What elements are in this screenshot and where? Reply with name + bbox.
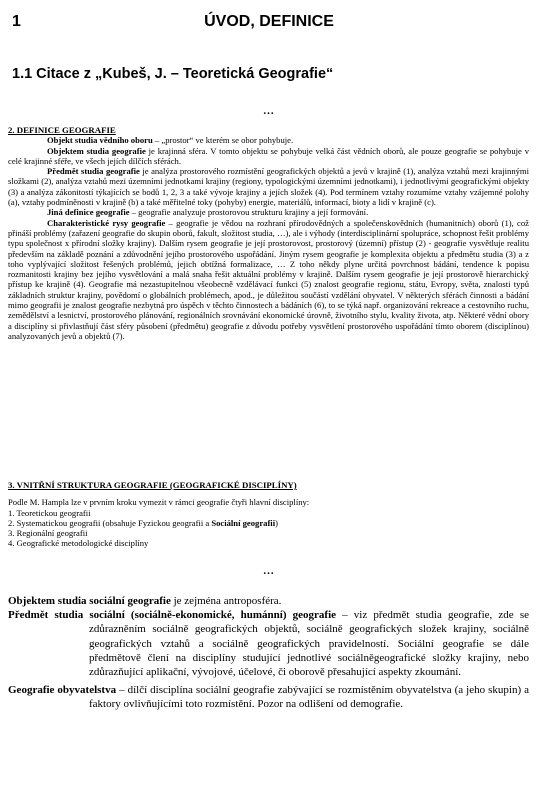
text-predmet-socialni: – viz předmět studia geografie, zde se zdůrazněním sociálně geografických objektů, sociálně geografických složek krajiny, sociálně geografických vztahů a sociálně geografických pravidelností. Sociální geografie se dále předmětově člení na disciplíny studující jednotlivé sociálněgeografické složky krajiny, nebo zdůrazňující aplikační, vývojové, účelové, či oborově přesahující aspekty zkoumání. xyxy=(89,609,529,679)
discipline-list xyxy=(8,508,529,549)
list-item xyxy=(8,518,529,528)
paragraph-objektem-studia xyxy=(8,146,529,167)
list-item xyxy=(8,538,529,548)
chapter-header xyxy=(12,13,526,35)
list-item xyxy=(8,528,529,538)
definice-geografie-section xyxy=(8,125,529,341)
paragraph-objekt-studia xyxy=(8,135,529,145)
paragraph-predmet-socialni xyxy=(8,608,529,679)
text-charakteristicke-rysy: – geografie je vědou na rozhraní přírodovědných a společenskovědních (humanitních) oborů (1), což přináší problémy (zařazení geografie do skupin oborů, fakult, složitost studia, …), ale i výhody (interdisciplinární spolupráce, schopnost řešit problémy typu společnost x přírodní složky krajiny). Dalším rysem geografie je její prostorovost, prostorový (územní) přístup (2) - geografie vysvětluje realitu především na základě poznání a zdůvodnění jejího prostorového uspořádání. Jiným rysem geografie je komplexita objektu a předmětu studia (3) a z toho vyplývající složitost řešených problémů, jejich obtížná formalizace, … Z toho někdy plyne určitá povrchnost bádání, tendence k popisu rozmanitosti krajiny bez jejího vysvětlování a malá snaha řešit aktuální problémy v krajině. Dalším rysem geografie je její prostorově hierarchický přístup ke krajině (4). Geografie má nezastupitelnou všeobecně vzdělávací funkci (5) znalost geografie regionu, státu, Evropy, světa, znalosti typů základních struktur krajiny, povědomí o globálních problémech, apod., je důležitou součástí vzdělání obyvatel. V některých sférách činnosti a bádání mimo geografii je znalost geografie nezbytná pro úspěch v těchto činnostech a bádáních (6), to se týká např. organizování rekreace a cestovního ruchu, zemědělství a lesnictví, prostorového plánování, regionálních srovnávání ekonomické úrovně, životního stylu, kvality života, atp. Některé vědní obory a disciplíny si přivlastňují část sféry působení (předmětu) geografie z důvodu potřeby vysvětlení prostorového uspořádání tímto oborem (disciplínou) analyzovaných jevů a objektů (7). xyxy=(8,217,529,341)
term-objektem-socialni: Objektem studia sociální geografie xyxy=(8,595,171,607)
chapter-title: ÚVOD, DEFINICE xyxy=(204,13,334,30)
vnitrni-struktura-section xyxy=(8,480,529,549)
list-item-bold: Sociální geografii xyxy=(211,517,276,528)
paragraph-predmet-studia xyxy=(8,166,529,207)
text-predmet-studia: je analýza prostorového rozmístění geografických objektů a jevů v krajině (1), analýza vztahů mezi krajinnými složkami (2), analýza vztahů mezi územními jednotkami krajiny (regiony, typologickými územními jednotkami), i jednotlivými geografickými objekty (3) a analýza zákonitostí týkajících se bodů 1, 2, 3 a také vývoje krajiny a jejích složek (4). Pod termínem vztahy rozumíme vztahy vzájemné polohy (a), vztahy podmíněnosti v krajině (b) a také měřitelné toky (pohyby) energie, materiálů, informací, bioty a lidí v krajině (c). xyxy=(8,166,529,208)
list-item-text: 4. Geografické metodologické disciplíny xyxy=(8,538,149,549)
text-objekt-studia: – „prostor“ ve kterém se obor pohybuje. xyxy=(152,135,294,146)
list-item-tail: ) xyxy=(275,517,278,528)
text-objektem-studia: je krajinná sféra. V tomto objektu se pohybuje velká část vědních oborů, ale pouze geografie se pohybuje v celé krajinné sféře, ve všech jejích dílčích sférách. xyxy=(8,145,529,166)
term-objekt-studia: Objekt studia vědního oboru xyxy=(47,135,153,146)
term-geografie-obyvatelstva: Geografie obyvatelstva xyxy=(8,684,117,697)
list-item xyxy=(8,508,529,518)
separator-top: ... xyxy=(263,105,275,117)
list-item-text: 1. Teoretickou geografii xyxy=(8,507,91,518)
term-jina-definice: Jiná definice geografie xyxy=(47,207,130,218)
heading-vnitrni-struktura: 3. VNITŘNÍ STRUKTURA GEOGRAFIE (GEOGRAFICKÉ DISCIPLÍNY) xyxy=(8,480,297,490)
section-title: 1.1 Citace z „Kubeš, J. – Teoretická Geografie“ xyxy=(12,66,334,82)
text-objektem-socialni: je zejména antroposféra. xyxy=(170,595,282,607)
paragraph-jina-definice xyxy=(8,207,529,217)
term-objektem-studia: Objektem studia geografie xyxy=(47,145,146,156)
chapter-number: 1 xyxy=(12,13,21,30)
socialni-geografie-section xyxy=(8,594,529,712)
text-geografie-obyvatelstva: – dílčí disciplína sociální geografie zabývající se rozmístěním obyvatelstva (a jeho skupin) a faktory ovlivňujícími toto rozmístění. Pozor na odlišení od demografie. xyxy=(89,684,529,711)
term-predmet-studia: Předmět studia geografie xyxy=(47,166,140,177)
text-jina-definice: – geografie analyzuje prostorovou strukturu krajiny a její formování. xyxy=(129,207,369,218)
separator-middle: ... xyxy=(263,565,275,577)
term-charakteristicke-rysy: Charakteristické rysy geografie xyxy=(47,217,166,228)
list-item-text: 3. Regionální geografii xyxy=(8,528,88,539)
list-item-text: 2. Systematickou geografii (obsahuje Fyzickou geografii a xyxy=(8,517,212,528)
paragraph-charakteristicke-rysy xyxy=(8,218,529,342)
term-predmet-socialni: Předmět studia sociální (sociálně-ekonomické, humánní) geografie xyxy=(8,609,337,622)
paragraph-hampl-intro: Podle M. Hampla lze v prvním kroku vymezit v rámci geografie čtyři hlavní disciplíny: xyxy=(8,497,310,508)
heading-definice-geografie: 2. DEFINICE GEOGRAFIE xyxy=(8,125,116,135)
paragraph-geografie-obyvatelstva xyxy=(8,683,529,711)
paragraph-objektem-socialni xyxy=(8,594,529,608)
